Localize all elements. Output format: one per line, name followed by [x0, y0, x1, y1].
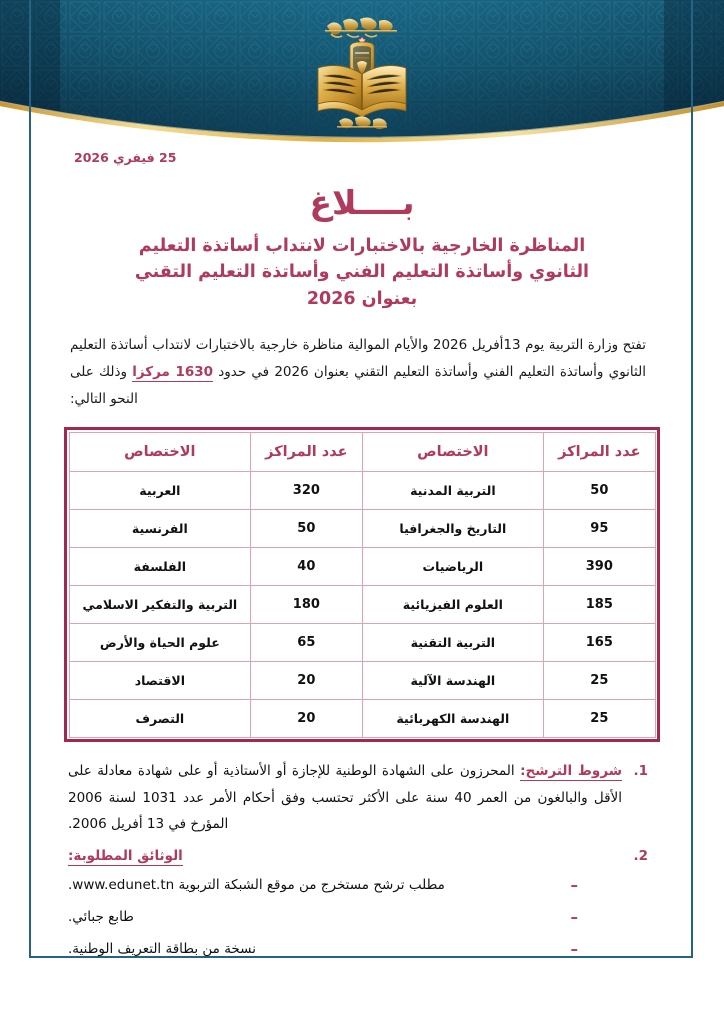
table-row: [69, 661, 655, 699]
table-body: [69, 471, 655, 737]
cell-left-count: 185: [544, 585, 655, 623]
date-stamp: 25 فيفري 2026: [74, 150, 177, 165]
intro-text-after: وذلك على النحو التالي:: [70, 364, 138, 408]
cell-left-specialization: الرياضيات: [362, 547, 544, 585]
table-row: [69, 585, 655, 623]
positions-count-highlight: 1630 مركزا: [132, 364, 214, 381]
cell-left-specialization: الهندسة الكهربائية: [362, 699, 544, 737]
cell-right-specialization: الاقتصاد: [69, 661, 251, 699]
cell-right-specialization: التربية والتفكير الاسلامي: [69, 585, 251, 623]
specializations-table-wrapper: [64, 427, 660, 742]
cell-left-specialization: التربية المدنية: [362, 471, 544, 509]
page-title: بــــلاغ: [309, 183, 415, 222]
edunet-website-link[interactable]: www.edunet.tn: [72, 876, 175, 893]
table-header-row: [69, 432, 655, 471]
list-item-document: [68, 906, 578, 929]
document-text: طابع جبائي.: [68, 908, 134, 925]
table-header-cell: عدد المراكز: [251, 432, 362, 471]
cell-left-count: 50: [544, 471, 655, 509]
cell-right-count: 20: [251, 699, 362, 737]
section-label-documents: الوثائق المطلوبة:: [68, 848, 183, 865]
cell-right-specialization: العربية: [69, 471, 251, 509]
table-header-cell: عدد المراكز: [544, 432, 655, 471]
list-item-documents: [68, 843, 648, 960]
table-row: [69, 699, 655, 737]
table-row: [69, 471, 655, 509]
list-item-conditions: [68, 758, 648, 837]
required-documents-list: [68, 874, 578, 961]
cell-left-count: 95: [544, 509, 655, 547]
page-subtitle: المناظرة الخارجية بالاختبارات لانتداب أساتذة التعليم الثانوي وأساتذة التعليم الفني وأساتذة التعليم التقني بعنوان 2026: [134, 235, 590, 309]
cell-left-specialization: التربية التقنية: [362, 623, 544, 661]
cell-right-count: 40: [251, 547, 362, 585]
list-item-document: [68, 874, 578, 897]
cell-right-count: 180: [251, 585, 362, 623]
cell-left-count: 165: [544, 623, 655, 661]
cell-right-specialization: التصرف: [69, 699, 251, 737]
cell-left-count: 25: [544, 661, 655, 699]
cell-left-count: 390: [544, 547, 655, 585]
table-row: [69, 509, 655, 547]
intro-paragraph: [70, 332, 646, 413]
requirements-list: [68, 758, 648, 960]
document-text-after: .: [68, 876, 73, 893]
section-label-conditions: شروط الترشح:: [520, 763, 622, 780]
cell-right-count: 20: [251, 661, 362, 699]
header-background: [0, 0, 724, 150]
table-row: [69, 623, 655, 661]
cell-right-specialization: الفلسفة: [69, 547, 251, 585]
document-text: نسخة من بطاقة التعريف الوطنية.: [68, 940, 256, 957]
table-header-cell: الاختصاص: [69, 432, 251, 471]
list-item-document: [68, 938, 578, 961]
cell-left-specialization: العلوم الفيزيائية: [362, 585, 544, 623]
cell-right-count: 320: [251, 471, 362, 509]
intro-text-before: تفتح وزارة التربية يوم 13أفريل 2026 والأيام الموالية مناظرة خارجية بالاختبارات لانتداب أساتذة التعليم الثانوي وأساتذة التعليم الفني وأساتذة التعليم التقني بعنوان 2026 في حدود: [70, 337, 647, 381]
document-content: [60, 183, 664, 969]
cell-left-specialization: الهندسة الآلية: [362, 661, 544, 699]
cell-right-count: 50: [251, 509, 362, 547]
cell-right-specialization: الفرنسية: [69, 509, 251, 547]
specializations-table: [69, 432, 656, 738]
cell-right-specialization: علوم الحياة والأرض: [69, 623, 251, 661]
cell-right-count: 65: [251, 623, 362, 661]
table-row: [69, 547, 655, 585]
section-body-conditions: المحرزون على الشهادة الوطنية للإجازة أو الأستاذية أو على شهادة معادلة على الأقل والبالغون من العمر 40 سنة على الأكثر تحتسب وفق أحكام الأمر عدد 1031 لسنة 2006 المؤرخ في 13 أفريل 2006.: [68, 763, 622, 833]
page-header-banner: [0, 0, 724, 150]
table-header-cell: الاختصاص: [362, 432, 544, 471]
document-text: مطلب ترشح مستخرج من موقع الشبكة التربوية: [174, 876, 445, 893]
cell-left-specialization: التاريخ والجغرافيا: [362, 509, 544, 547]
cell-left-count: 25: [544, 699, 655, 737]
